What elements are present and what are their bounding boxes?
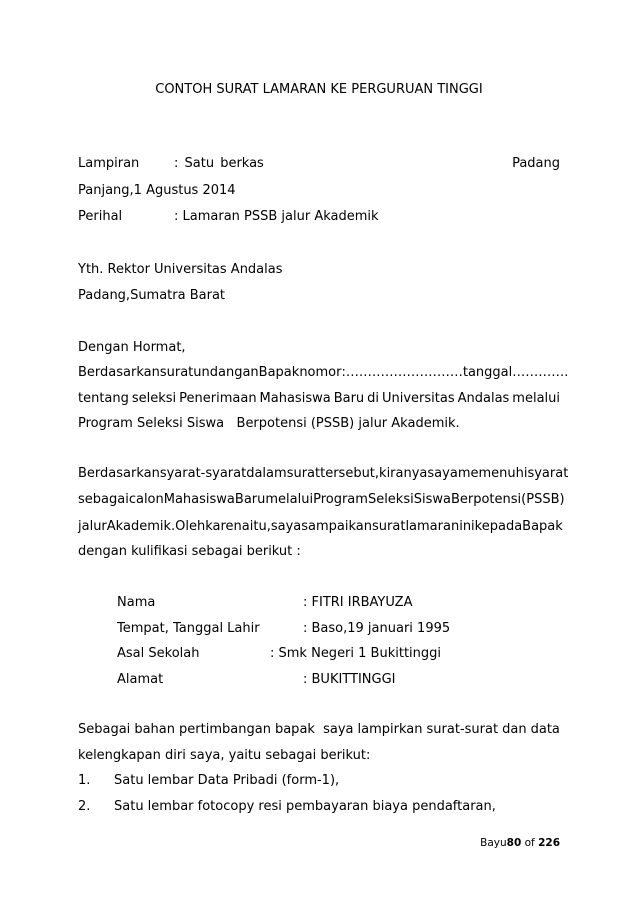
word: Andalas bbox=[457, 391, 510, 406]
word: jalur bbox=[78, 519, 107, 534]
word: Penerimaan bbox=[179, 391, 257, 406]
word: bahan bbox=[134, 722, 176, 737]
attachment-1-text: Satu lembar Data Pribadi (form-1), bbox=[114, 773, 340, 788]
word: syarat-syarat bbox=[159, 466, 247, 481]
word: melalui bbox=[512, 391, 560, 406]
recipient-line1: Yth. Rektor Universitas Andalas bbox=[78, 262, 283, 277]
perihal-label: Perihal bbox=[78, 209, 123, 224]
place-date-part1: Padang bbox=[512, 156, 560, 171]
ttl-value: : Baso,19 januari 1995 bbox=[303, 621, 451, 636]
footer-page-number: 80 bbox=[506, 837, 522, 849]
word: ini bbox=[459, 519, 475, 534]
word: Berpotensi bbox=[450, 492, 522, 507]
word: Berdasarkan bbox=[78, 466, 160, 481]
word: …………. bbox=[512, 365, 569, 380]
para3-line1 bbox=[78, 722, 560, 737]
nama-value: : FITRI IRBAYUZA bbox=[303, 595, 413, 610]
word: surat-surat bbox=[426, 722, 499, 737]
word: dalam bbox=[246, 466, 287, 481]
word: calon bbox=[128, 492, 164, 507]
word: ……………………… bbox=[345, 365, 463, 380]
alamat-value: : BUKITTINGGI bbox=[303, 672, 396, 687]
sekolah-value: : Smk Negeri 1 Bukittinggi bbox=[270, 646, 442, 661]
footer-author: Bayu bbox=[480, 837, 507, 849]
para2-line1 bbox=[78, 466, 569, 481]
alamat-label: Alamat bbox=[117, 672, 164, 687]
word: bapak bbox=[274, 722, 315, 737]
word: tanggal bbox=[462, 365, 513, 380]
word: sebagai bbox=[78, 492, 129, 507]
word: sampaikan bbox=[301, 519, 373, 534]
footer-total-pages: 226 bbox=[538, 837, 560, 849]
place-date-part2: Panjang,1 Agustus 2014 bbox=[78, 183, 236, 198]
word: melalui bbox=[265, 492, 314, 507]
word: Mahasiswa bbox=[163, 492, 235, 507]
word: Siswa bbox=[413, 492, 451, 507]
word: Baru bbox=[234, 492, 266, 507]
word: nomor bbox=[299, 365, 342, 380]
word: Bapak bbox=[522, 519, 563, 534]
attachment-2-number: 2. bbox=[78, 799, 91, 814]
word: itu, bbox=[249, 519, 271, 534]
word: Akademik. bbox=[106, 519, 176, 534]
recipient-line2: Padang,Sumatra Barat bbox=[78, 288, 226, 303]
footer-of: of bbox=[521, 837, 539, 849]
word: Universitas bbox=[382, 391, 455, 406]
word: surat bbox=[159, 365, 194, 380]
letter-title: CONTOH SURAT LAMARAN KE PERGURUAN TINGGI bbox=[155, 82, 483, 97]
word: saya bbox=[270, 519, 302, 534]
word: lamaran bbox=[405, 519, 460, 534]
para1-line3: Program Seleksi Siswa Berpotensi (PSSB) jalur Akademik. bbox=[78, 416, 460, 431]
para3-line2: kelengkapan diri saya, yaitu sebagai berikut: bbox=[78, 748, 371, 763]
word: kepada bbox=[474, 519, 523, 534]
word: tentang bbox=[78, 391, 129, 406]
lampiran-value: : Satu berkas bbox=[174, 156, 264, 171]
word: Sebagai bbox=[78, 722, 131, 737]
attachment-2-text: Satu lembar fotocopy resi pembayaran biaya pendaftaran, bbox=[114, 799, 496, 814]
word: memenuhi bbox=[457, 466, 528, 481]
para1-line2 bbox=[78, 391, 560, 406]
word: undangan bbox=[193, 365, 259, 380]
word: lampirkan bbox=[357, 722, 423, 737]
word: Bapak bbox=[258, 365, 300, 380]
ttl-label: Tempat, Tanggal Lahir bbox=[117, 621, 260, 636]
para1-line1 bbox=[78, 365, 569, 380]
nama-label: Nama bbox=[117, 595, 156, 610]
word: Berdasarkan bbox=[78, 365, 160, 380]
word: Oleh bbox=[175, 519, 206, 534]
word: karena bbox=[205, 519, 250, 534]
word: saya bbox=[318, 722, 354, 737]
word: dan bbox=[502, 722, 527, 737]
salutation: Dengan Hormat, bbox=[78, 340, 186, 355]
word: surat bbox=[372, 519, 406, 534]
para2-line3 bbox=[78, 519, 563, 534]
page-footer bbox=[0, 837, 560, 849]
word: Mahasiswa bbox=[259, 391, 331, 406]
attachment-1-number: 1. bbox=[78, 773, 91, 788]
word: seleksi bbox=[131, 391, 177, 406]
para2-line4: dengan kulifikasi sebagai berikut : bbox=[78, 544, 301, 559]
para2-line2 bbox=[78, 492, 565, 507]
word: Baru bbox=[333, 391, 365, 406]
word: kiranya bbox=[379, 466, 428, 481]
sekolah-label: Asal Sekolah bbox=[117, 646, 200, 661]
word: Seleksi bbox=[367, 492, 414, 507]
word: saya bbox=[427, 466, 458, 481]
word: di bbox=[367, 391, 380, 406]
word: data bbox=[530, 722, 560, 737]
word: surat bbox=[286, 466, 321, 481]
lampiran-label: Lampiran bbox=[78, 156, 140, 171]
perihal-value: : Lamaran PSSB jalur Akademik bbox=[174, 209, 379, 224]
word: syarat bbox=[527, 466, 569, 481]
word: : bbox=[341, 365, 346, 380]
word: pertimbangan bbox=[179, 722, 271, 737]
word: Program bbox=[313, 492, 368, 507]
word: (PSSB) bbox=[521, 492, 565, 507]
word: tersebut, bbox=[320, 466, 380, 481]
